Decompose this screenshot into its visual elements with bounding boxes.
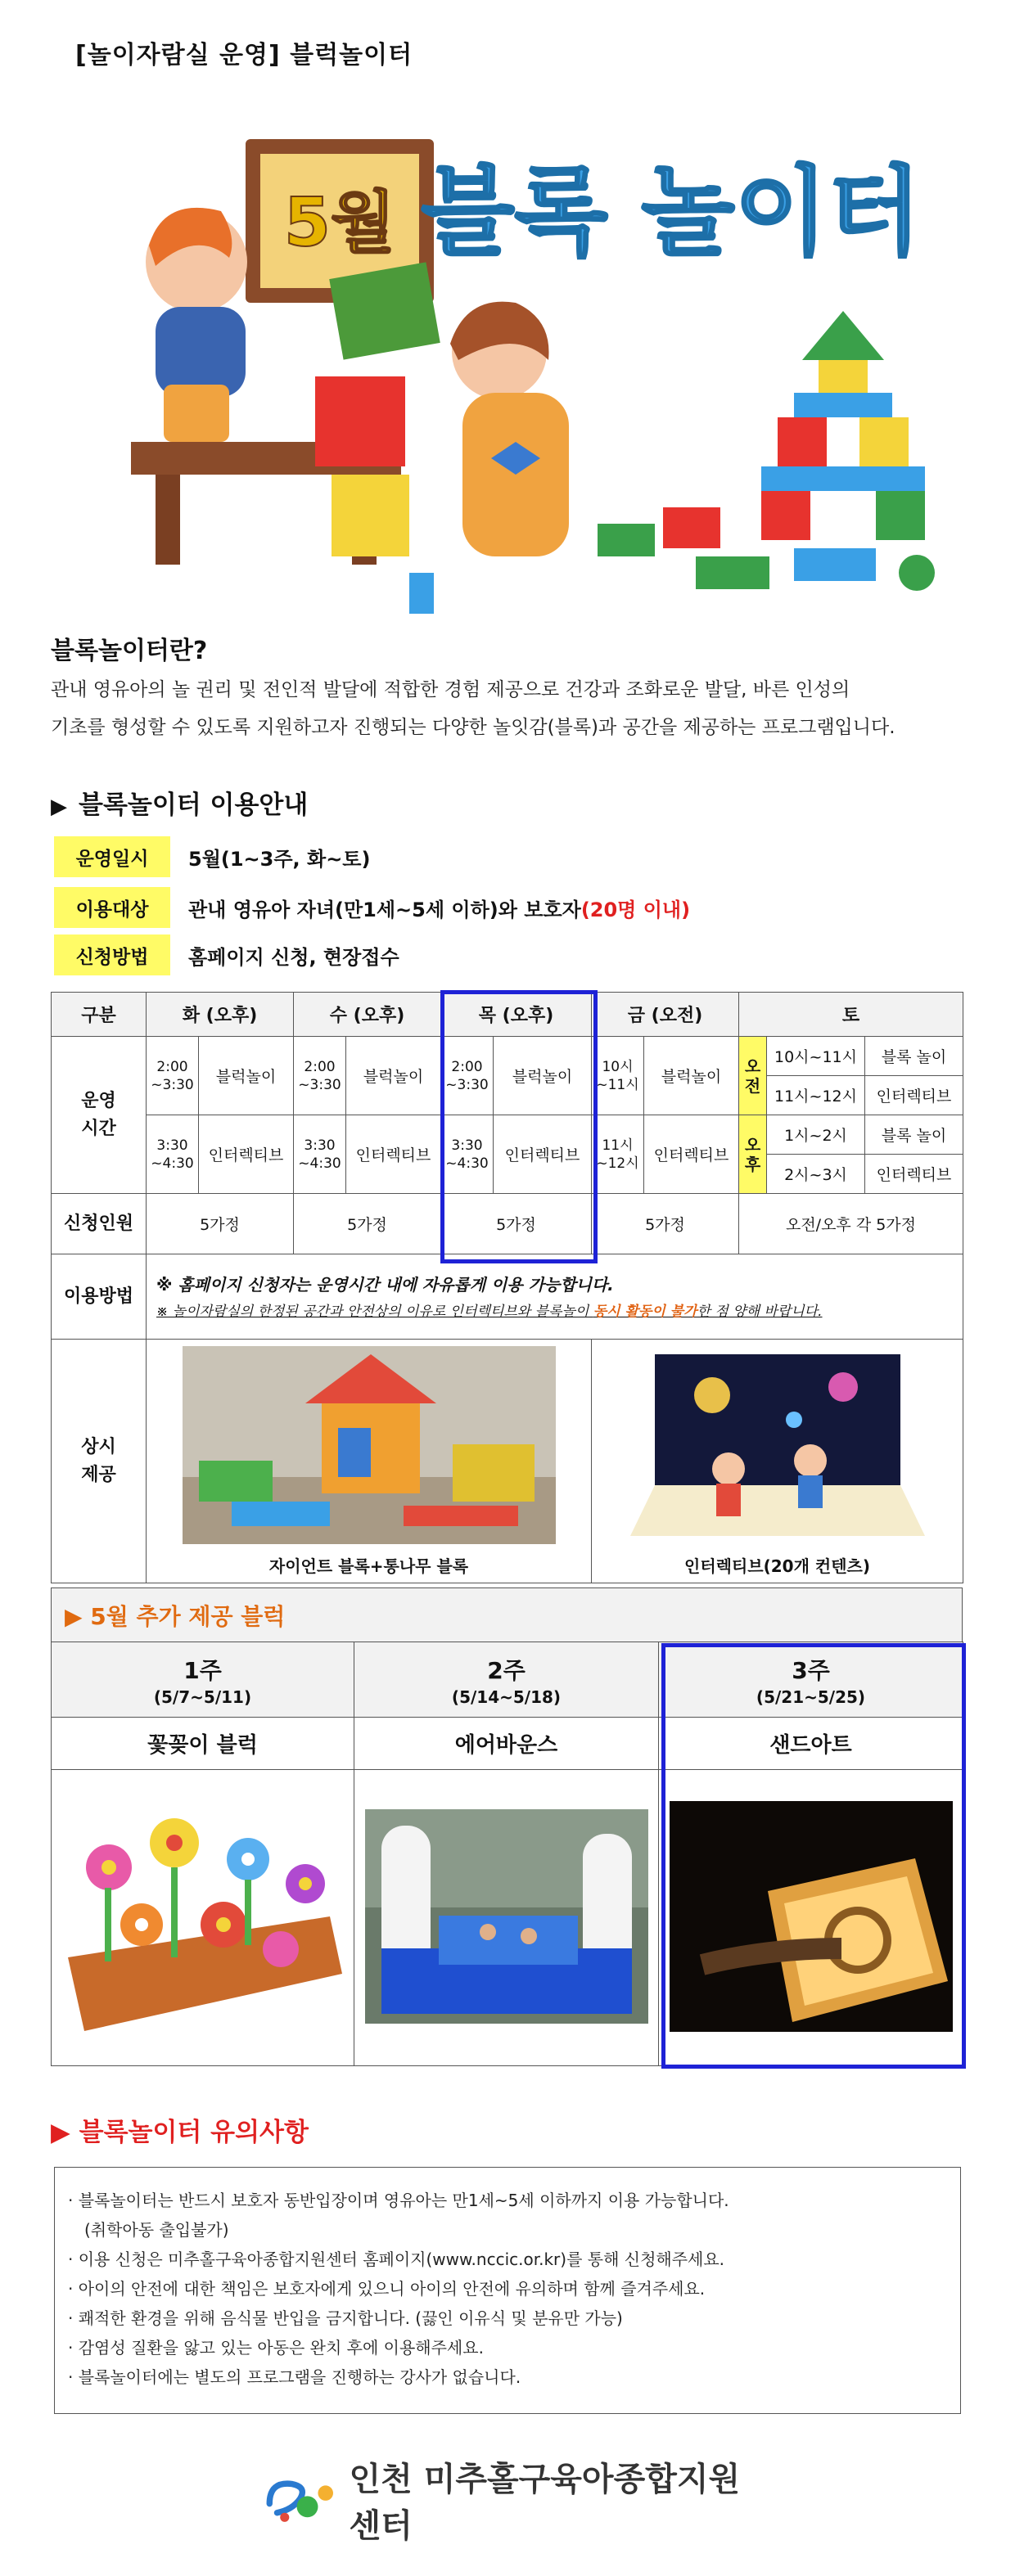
photo-interactive xyxy=(592,1340,963,1583)
sat-time: 1시~2시 xyxy=(767,1115,865,1155)
air-bounce-photo xyxy=(365,1809,648,2024)
row-header-always: 상시 제공 xyxy=(52,1340,147,1583)
time-cell: 3:30 ~4:30 xyxy=(294,1115,346,1194)
prog-cell: 인터렉티브 xyxy=(346,1115,441,1194)
caution-item: · 아이의 안전에 대한 책임은 보호자에게 있으니 아이의 안전에 유의하며 함께 즐겨주세요. xyxy=(68,2279,706,2299)
sat-time: 2시~3시 xyxy=(767,1155,865,1194)
photo-caption: 자이언트 블록+통나무 블록 xyxy=(268,1556,469,1576)
caution-item: · 블록놀이터는 반드시 보호자 동반입장이며 영유아는 만1세~5세 이하까지 이용 가능합니다. xyxy=(68,2191,729,2210)
count-cell: 5가정 xyxy=(592,1194,739,1254)
prog-cell: 인터렉티브 xyxy=(494,1115,592,1194)
week-label: 1주 xyxy=(183,1656,222,1684)
info-row-date xyxy=(54,836,370,877)
giant-block-photo xyxy=(183,1346,556,1544)
week-dates: (5/21~5/25) xyxy=(756,1687,866,1707)
info-label: 이용대상 xyxy=(54,887,170,928)
week-header xyxy=(354,1642,659,1718)
sat-prog: 인터렉티브 xyxy=(865,1076,963,1115)
prog-cell: 블럭놀이 xyxy=(199,1037,294,1115)
caution-item: · 이용 신청은 미추홀구육아종합지원센터 홈페이지(www.nccic.or.kr)를 통해 신청해주세요. xyxy=(68,2249,725,2269)
sat-time: 11시~12시 xyxy=(767,1076,865,1115)
hero-month: 5월 xyxy=(283,184,396,262)
time-cell: 2:00 ~3:30 xyxy=(294,1037,346,1115)
week-header xyxy=(52,1642,354,1718)
caution-item: · 쾌적한 환경을 위해 음식물 반입을 금지합니다. (끓인 이유식 및 분유만 가능) xyxy=(68,2308,623,2328)
org-name: 인천 미추홀구육아종합지원센터 xyxy=(349,2461,741,2545)
caution-item: · 블록놀이터에는 별도의 프로그램을 진행하는 강사가 없습니다. xyxy=(68,2367,521,2387)
info-value: 5월(1~3주, 화~토) xyxy=(188,847,371,871)
flower-block-photo-cell xyxy=(52,1770,354,2066)
prog-cell: 블럭놀이 xyxy=(346,1037,441,1115)
caution-item: · 감염성 질환을 앓고 있는 아동은 완치 후에 이용해주세요. xyxy=(68,2338,484,2358)
info-value-note: (20명 이내) xyxy=(580,898,691,921)
method-text: ※ 놀이자람실의 한정된 공간과 안전상의 이유로 인터렉티브와 블록놀이 xyxy=(156,1303,593,1320)
col-header-thu: 목 (오후) xyxy=(441,993,592,1037)
info-label: 운영일시 xyxy=(54,836,170,877)
extra-heading: ▶ 5월 추가 제공 블럭 xyxy=(65,1602,286,1630)
guide-heading xyxy=(51,784,308,821)
col-header-tue: 화 (오후) xyxy=(147,993,294,1037)
hero-title: 블록 놀이터 xyxy=(421,155,922,268)
guide-heading-text: 블록놀이터 이용안내 xyxy=(79,790,309,820)
sat-prog: 블록 놀이 xyxy=(865,1037,963,1076)
week-dates: (5/7~5/11) xyxy=(153,1687,252,1707)
caution-box xyxy=(54,2167,961,2414)
intro-line: 기초를 형성할 수 있도록 지원하고자 진행되는 다양한 놀잇감(블록)과 공간을 제공하는 프로그램입니다. xyxy=(51,717,895,738)
count-cell: 5가정 xyxy=(294,1194,441,1254)
interactive-photo xyxy=(630,1346,925,1544)
info-value-text: 관내 영유아 자녀(만1세~5세 이하)와 보호자 xyxy=(188,898,581,921)
caution-heading: ▶ 블록놀이터 유의사항 xyxy=(51,2118,309,2147)
row-header-count: 신청인원 xyxy=(52,1194,147,1254)
method-text-end: 한 점 양해 바랍니다. xyxy=(697,1303,823,1320)
intro-line: 관내 영유아의 놀 권리 및 전인적 발달에 적합한 경험 제공으로 건강과 조화로운 발달, 바른 인성의 xyxy=(51,679,850,700)
page-title: [놀이자람실 운영] 블럭놀이터 xyxy=(75,41,413,70)
prog-cell: 블럭놀이 xyxy=(644,1037,739,1115)
count-cell: 5가정 xyxy=(147,1194,294,1254)
time-cell: 10시 ~11시 xyxy=(592,1037,644,1115)
sat-prog: 블록 놀이 xyxy=(865,1115,963,1155)
info-row-apply xyxy=(54,934,399,975)
sat-time: 10시~11시 xyxy=(767,1037,865,1076)
week-label: 3주 xyxy=(792,1656,830,1684)
row-header-ops: 운영 시간 xyxy=(52,1037,147,1194)
photo-caption: 인터렉티브(20개 컨텐츠) xyxy=(684,1556,870,1576)
intro-heading: 블록놀이터란? xyxy=(51,637,208,665)
col-header: 구분 xyxy=(52,993,147,1037)
highlight-box-week3 xyxy=(661,1643,966,2069)
prog-cell: 인터렉티브 xyxy=(199,1115,294,1194)
info-row-target xyxy=(54,887,690,928)
method-cell xyxy=(147,1254,963,1340)
photo-giant-block xyxy=(147,1340,592,1583)
info-value xyxy=(188,894,690,922)
time-cell: 3:30 ~4:30 xyxy=(147,1115,199,1194)
time-cell: 11시 ~12시 xyxy=(592,1115,644,1194)
center-logo-icon xyxy=(262,2471,338,2529)
extra-heading-bar xyxy=(51,1587,963,1642)
prog-cell: 인터렉티브 xyxy=(644,1115,739,1194)
time-cell: 2:00 ~3:30 xyxy=(147,1037,199,1115)
caution-item: (취학아동 출입불가) xyxy=(84,2220,229,2240)
row-header-method: 이용방법 xyxy=(52,1254,147,1340)
air-bounce-photo-cell xyxy=(354,1770,659,2066)
time-cell: 2:00 ~3:30 xyxy=(441,1037,494,1115)
week-program: 샌드아트 xyxy=(659,1718,963,1770)
caution-list xyxy=(68,2186,947,2392)
triangle-icon: ▶ xyxy=(51,795,67,819)
week-dates: (5/14~5/18) xyxy=(451,1687,562,1707)
highlight-box-thursday xyxy=(440,990,598,1263)
pm-label: 오 후 xyxy=(739,1115,767,1194)
col-header-sat: 토 xyxy=(739,993,963,1037)
prog-cell: 블럭놀이 xyxy=(494,1037,592,1115)
flower-block-photo xyxy=(60,1794,346,2039)
info-label: 신청방법 xyxy=(54,934,170,975)
week-program: 에어바운스 xyxy=(354,1718,659,1770)
col-header-wed: 수 (오후) xyxy=(294,993,441,1037)
intro-text xyxy=(51,671,968,746)
count-cell: 5가정 xyxy=(441,1194,592,1254)
method-line-2 xyxy=(156,1299,953,1324)
week-program: 꽃꽂이 블럭 xyxy=(52,1718,354,1770)
footer xyxy=(262,2461,769,2545)
method-line-1: ※ 홈페이지 신청자는 운영시간 내에 자유롭게 이용 가능합니다. xyxy=(156,1274,614,1295)
sat-prog: 인터렉티브 xyxy=(865,1155,963,1194)
info-value: 홈페이지 신청, 현장접수 xyxy=(188,945,399,969)
count-cell-sat: 오전/오후 각 5가정 xyxy=(739,1194,963,1254)
method-emphasis: 동시 활동이 불가 xyxy=(593,1303,697,1320)
col-header-fri: 금 (오전) xyxy=(592,993,739,1037)
time-cell: 3:30 ~4:30 xyxy=(441,1115,494,1194)
hero-illustration xyxy=(106,115,958,622)
am-label: 오 전 xyxy=(739,1037,767,1115)
week-label: 2주 xyxy=(487,1656,526,1684)
